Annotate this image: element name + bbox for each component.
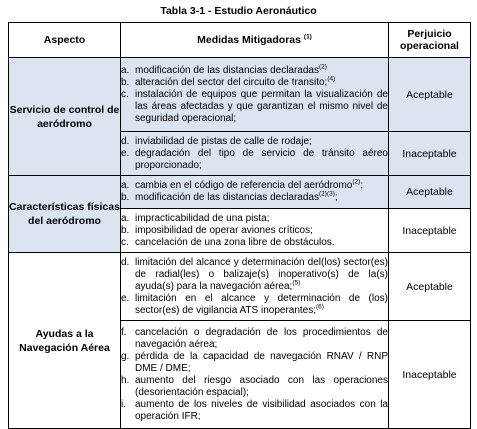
measure-item: [121, 399, 388, 423]
measure-item: [121, 225, 388, 237]
header-impact: [389, 23, 471, 58]
mitigation-table: [8, 22, 471, 429]
rating-cell: Aceptable: [389, 253, 471, 321]
item-text: inviabilidad de pistas de calle de rodaje;: [135, 135, 312, 147]
header-impact-line1: Perjuicio: [407, 28, 452, 40]
item-marker: h.: [121, 374, 130, 386]
measures-cell: [121, 321, 389, 429]
measure-item: [121, 375, 388, 399]
item-note: (2): [352, 178, 361, 186]
measures-cell: [121, 209, 389, 253]
item-tail: ;: [360, 180, 364, 191]
measure-item: [121, 293, 388, 317]
measure-item: [121, 136, 388, 148]
rating-cell: Inaceptable: [389, 209, 471, 253]
item-text: cancelación de una zona libre de obstáculos.: [135, 236, 335, 248]
aspect-cell: Servicio de control de aeródromo: [9, 58, 121, 176]
rating-cell: Aceptable: [389, 58, 471, 132]
measure-item: [121, 192, 388, 204]
measure-item: [121, 351, 388, 375]
measures-cell: [121, 132, 389, 176]
item-text: limitación en el alcance y determinación de (los) sector(es) de vigilancia ATS inoperantes;: [135, 292, 388, 316]
item-text: impracticabilidad de una pista;: [135, 212, 270, 224]
measures-cell: [121, 176, 389, 209]
item-text: alteración del sector del circuito de transito;: [135, 76, 328, 88]
item-text: instalación de equipos que permitan la visualización de las áreas afectadas y que garantizan el mismo nivel de seguridad operacional;: [135, 88, 388, 124]
item-marker: c.: [121, 88, 129, 100]
item-note: (2): [319, 63, 327, 71]
item-marker: d.: [121, 135, 130, 147]
table-caption: Tabla 3-1 - Estudio Aeronáutico: [160, 5, 317, 17]
item-marker: a.: [121, 64, 130, 76]
measure-item: [121, 65, 388, 77]
item-marker: i.: [121, 398, 126, 410]
measures-cell: [121, 253, 389, 321]
item-marker: b.: [121, 76, 130, 88]
header-impact-line2: operacional: [400, 40, 459, 52]
item-text: cancelación o degradación de los procedimientos de navegación aérea;: [135, 326, 388, 350]
item-text: aumento de los niveles de visibilidad asociados con la operación IFR;: [135, 398, 388, 422]
measure-item: [121, 148, 388, 172]
item-note: (2)(3): [319, 190, 335, 198]
item-note: (6): [316, 303, 324, 311]
measure-item: [121, 327, 388, 351]
item-marker: b.: [121, 192, 130, 203]
item-tail: ;: [334, 192, 338, 203]
header-aspect: Aspecto: [9, 23, 121, 58]
item-marker: b.: [121, 224, 130, 236]
measure-item: [121, 180, 388, 192]
rating-cell: Inaceptable: [389, 321, 471, 429]
item-marker: a.: [121, 212, 130, 224]
item-marker: f.: [121, 326, 127, 338]
item-text: modificación de las distancias declaradas: [135, 64, 319, 76]
item-text: modificación de las distancias declaradas: [135, 192, 319, 203]
rating-cell: Aceptable: [389, 176, 471, 209]
header-measures-note: (1): [303, 33, 312, 41]
measure-item: [121, 257, 388, 293]
measure-item: [121, 89, 388, 125]
item-text: limitación del alcance y determinación del(los) sector(es) de radial(les) o balizaje(s) inoperativo(s) de la(s) ayuda(s) para la navegación aérea;: [135, 256, 388, 292]
item-text: degradación del tipo de servicio de tránsito aéreo proporcionado;: [135, 147, 388, 171]
measure-item: [121, 237, 388, 249]
measure-item: [121, 77, 388, 89]
item-note: (5): [292, 279, 301, 287]
item-text: pérdida de la capacidad de navegación RNAV / RNP DME / DME;: [135, 350, 388, 374]
item-text: cambia en el código de referencia del aeródromo: [135, 180, 353, 191]
measure-item: [121, 213, 388, 225]
header-measures: [121, 23, 389, 58]
measures-cell: [121, 58, 389, 132]
item-marker: d.: [121, 256, 130, 268]
rating-cell: Inaceptable: [389, 132, 471, 176]
item-marker: c.: [121, 236, 129, 248]
header-measures-label: Medidas Mitigadoras: [197, 34, 301, 46]
item-note: (4): [327, 75, 336, 83]
aspect-cell: Características físicas del aeródromo: [9, 176, 121, 253]
item-marker: e.: [121, 292, 130, 304]
item-marker: e.: [121, 147, 130, 159]
item-text: aumento del riesgo asociado con las operaciones (desorientación espacial);: [135, 374, 388, 398]
item-marker: a.: [121, 180, 130, 191]
item-text: imposibilidad de operar aviones críticos;: [135, 224, 313, 236]
item-marker: g.: [121, 350, 130, 362]
aspect-cell: Ayudas a la Navegación Aérea: [9, 253, 121, 429]
